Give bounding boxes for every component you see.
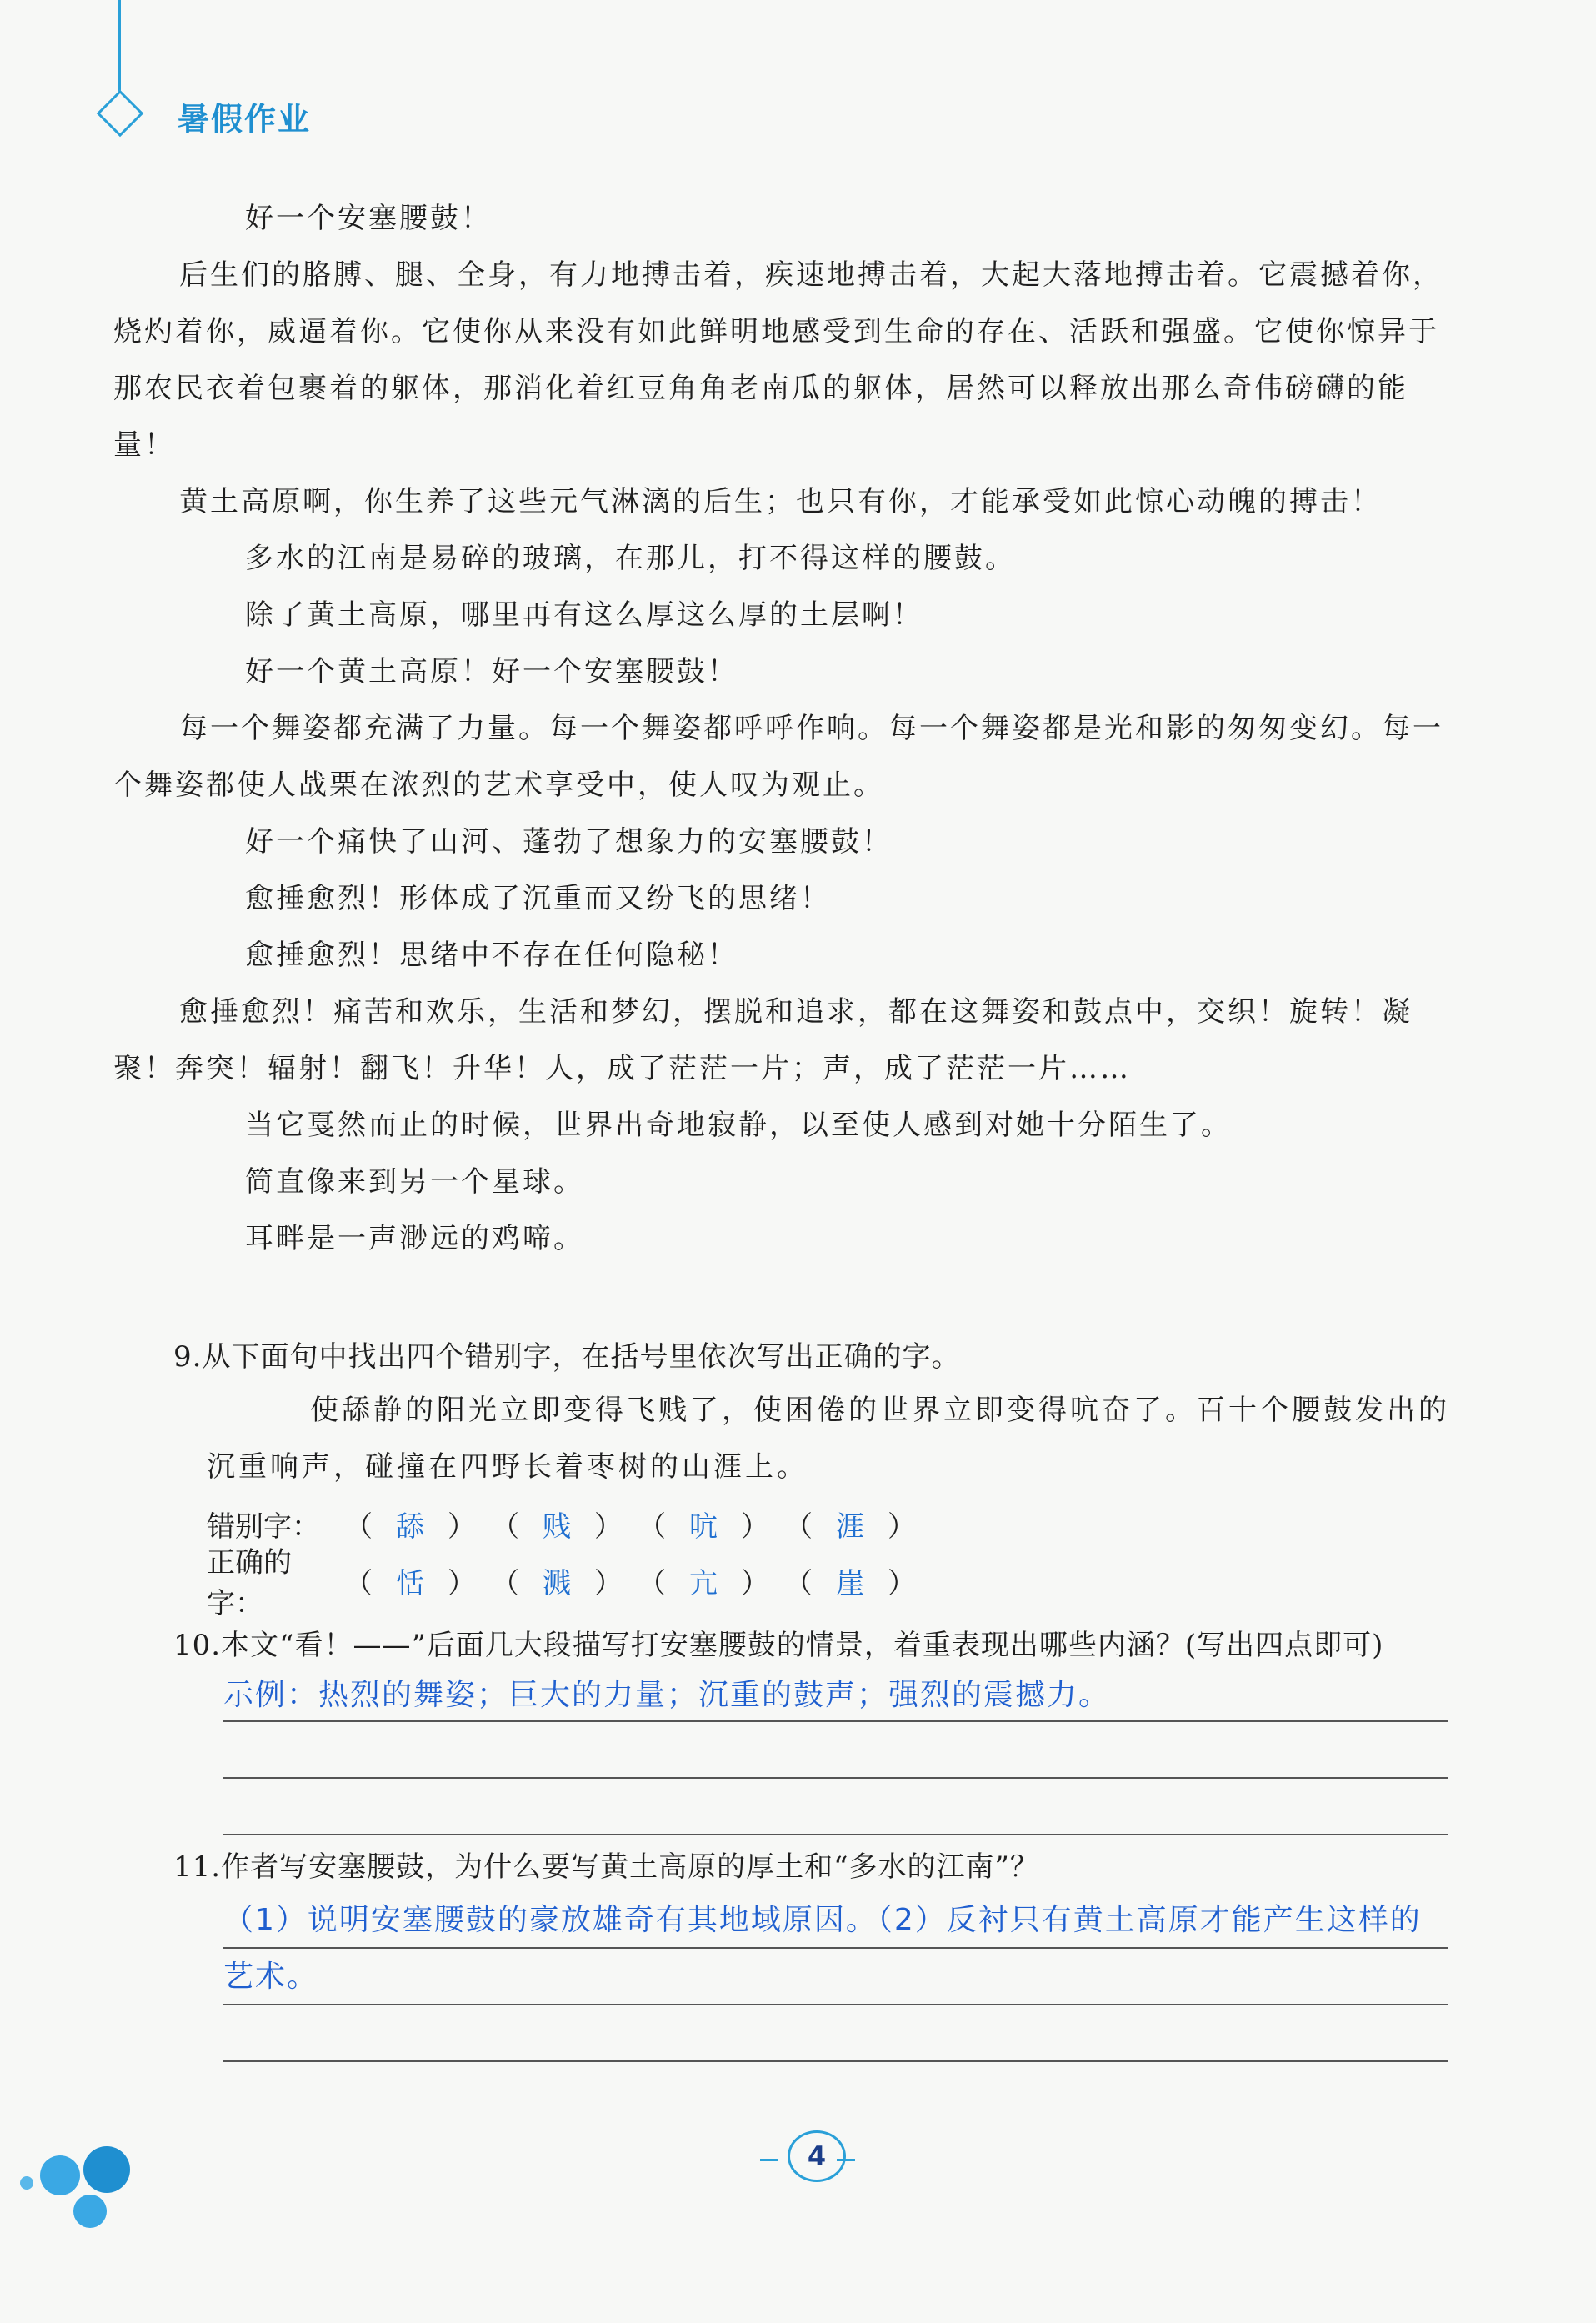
question-10-answer[interactable]: 示例：热烈的舞姿；巨大的力量；沉重的鼓声；强烈的震撼力。	[223, 1670, 1448, 1722]
question-11-answer[interactable]: （1）说明安塞腰鼓的豪放雄奇有其地域原因。（2）反衬只有黄土高原才能产生这样的艺术。	[223, 1892, 1448, 2005]
decorative-dots-icon	[17, 2138, 150, 2238]
answer-line[interactable]	[223, 2005, 1448, 2062]
header-title: 暑假作业	[178, 101, 312, 138]
question-11-title: 11.作者写安塞腰鼓，为什么要写黄土高原的厚土和“多水的江南”？	[173, 1850, 1039, 1884]
passage-paragraph: 每一个舞姿都充满了力量。每一个舞姿都呼呼作响。每一个舞姿都是光和影的匆匆变幻。每一个舞姿都使人战栗在浓烈的艺术享受中，使人叹为观止。	[113, 712, 1443, 802]
question-10	[173, 1620, 1465, 1835]
correct-char[interactable]: 溅	[543, 1566, 571, 1600]
correct-char[interactable]: 亢	[689, 1566, 718, 1600]
passage-paragraph: 愈捶愈烈！形体成了沉重而又纷飞的思绪！	[245, 882, 831, 915]
diamond-icon	[97, 90, 144, 138]
question-9-title: 9.从下面句中找出四个错别字，在括号里依次写出正确的字。	[173, 1340, 961, 1374]
passage-paragraph: 愈捶愈烈！痛苦和欢乐，生活和梦幻，摆脱和追求，都在这舞姿和鼓点中，交织！旋转！凝聚！奔突！辐射！翻飞！升华！人，成了茫茫一片；声，成了茫茫一片……	[113, 995, 1413, 1085]
wrong-char[interactable]: 涯	[836, 1509, 864, 1544]
question-10-title: 10.本文“看！——”后面几大段描写打安塞腰鼓的情景，着重表现出哪些内涵？(写出四点即可)	[173, 1629, 1384, 1662]
reading-passage	[113, 190, 1458, 1267]
question-9-text: 使舔静的阳光立即变得飞贱了，使困倦的世界立即变得吭奋了。百十个腰鼓发出的沉重响声，碰撞在四野长着枣树的山涯上。	[207, 1394, 1450, 1484]
page-number-text: 4	[807, 2140, 827, 2172]
wrong-char[interactable]: 贱	[543, 1509, 571, 1544]
question-11	[173, 1842, 1465, 2062]
wrong-char[interactable]: 吭	[689, 1509, 718, 1544]
passage-paragraph: 愈捶愈烈！思绪中不存在任何隐秘！	[245, 939, 738, 972]
correct-char[interactable]: 恬	[396, 1566, 424, 1600]
correct-chars-row: 正确的字： （ 恬 ） （ 溅 ） （ 亢 ） （ 崖 ）	[207, 1552, 1465, 1609]
correct-char[interactable]: 崖	[836, 1566, 864, 1600]
wrong-chars-label: 错别字：	[207, 1509, 320, 1544]
wrong-chars-row: 错别字： （ 舔 ） （ 贱 ） （ 吭 ） （ 涯 ）	[207, 1495, 1465, 1552]
passage-paragraph: 后生们的胳膊、腿、全身，有力地搏击着，疾速地搏击着，大起大落地搏击着。它震撼着你，烧灼着你，威逼着你。它使你从来没有如此鲜明地感受到生命的存在、活跃和强盛。它使你惊异于那农民衣着包裹着的躯体，那消化着红豆角角老南瓜的躯体，居然可以释放出那么奇伟磅礴的能量！	[113, 258, 1443, 462]
correct-chars-label: 正确的字：	[207, 1546, 292, 1620]
passage-paragraph: 好一个痛快了山河、蓬勃了想象力的安塞腰鼓！	[245, 825, 893, 859]
question-9	[173, 1332, 1465, 1620]
wrong-char[interactable]: 舔	[396, 1509, 424, 1544]
page-number-dash	[837, 2159, 855, 2161]
passage-paragraph: 好一个安塞腰鼓！	[245, 202, 492, 235]
answer-line[interactable]	[223, 1779, 1448, 1835]
passage-paragraph: 耳畔是一声渺远的鸡啼。	[245, 1222, 584, 1255]
header-vertical-line	[118, 0, 121, 96]
answer-line[interactable]	[223, 1722, 1448, 1779]
passage-paragraph: 好一个黄土高原！好一个安塞腰鼓！	[245, 655, 738, 688]
page-number	[775, 2127, 858, 2185]
passage-paragraph: 当它戛然而止的时候，世界出奇地寂静，以至使人感到对她十分陌生了。	[245, 1109, 1232, 1142]
passage-paragraph: 除了黄土高原，哪里再有这么厚这么厚的土层啊！	[245, 598, 923, 632]
passage-paragraph: 简直像来到另一个星球。	[245, 1165, 584, 1199]
passage-paragraph: 黄土高原啊，你生养了这些元气淋漓的后生；也只有你，才能承受如此惊心动魄的搏击！	[179, 485, 1382, 518]
passage-paragraph: 多水的江南是易碎的玻璃，在那儿，打不得这样的腰鼓。	[245, 542, 1016, 575]
